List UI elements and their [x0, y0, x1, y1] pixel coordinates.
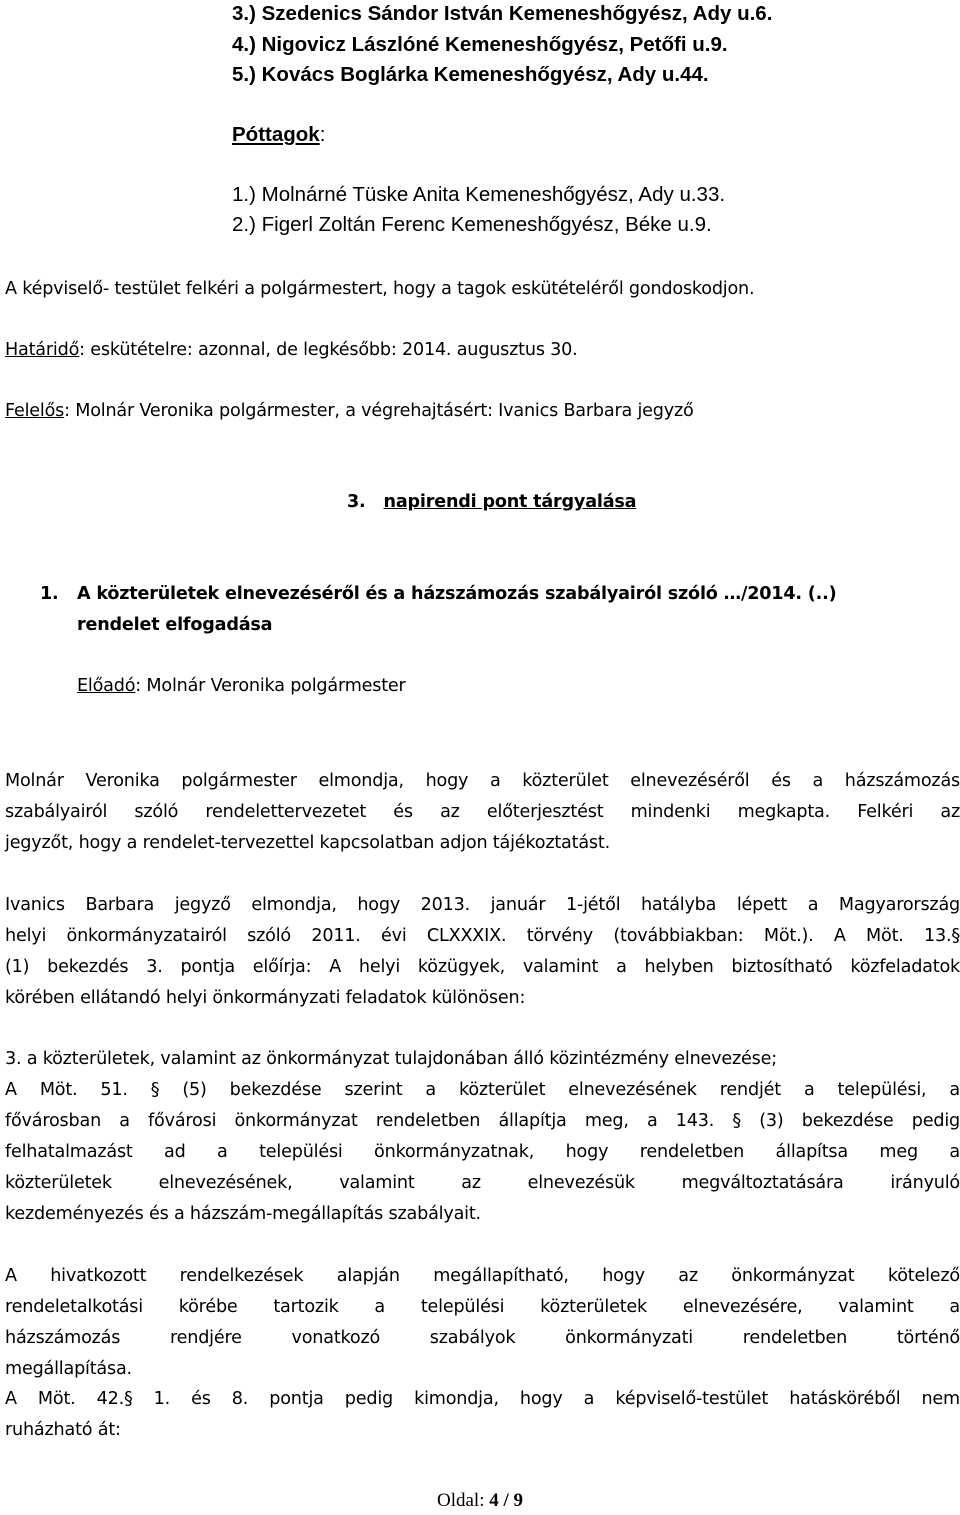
paragraph-line: 3. a közterületek, valamint az önkormányzat tulajdonában álló közintézmény elnevezése; [5, 1049, 777, 1069]
pottagok-label: Póttagok [232, 123, 320, 146]
resolution-text: A képviselő- testület felkéri a polgármestert, hogy a tagok eskütételéről gondoskodjon. [5, 279, 755, 299]
paragraph-line: Ivanics Barbara jegyző elmondja, hogy 2013. január 1-jétől hatályba lépett a Magyarország [5, 895, 960, 915]
paragraph-line: felhatalmazást ad a települési önkormányzatnak, hogy rendeletben állapítsa meg a [5, 1142, 960, 1162]
list-item: 3.) Szedenics Sándor István Kemeneshőgyész, Ady u.6. [232, 2, 773, 25]
page-current: 4 [489, 1490, 499, 1511]
page-separator: / [498, 1490, 514, 1511]
list-item: 4.) Nigovicz Lászlóné Kemeneshőgyész, Petőfi u.9. [232, 33, 728, 56]
pottagok-colon: : [319, 123, 326, 146]
pottagok-heading [232, 123, 325, 147]
section-heading [347, 492, 636, 512]
item-number: 1. [40, 584, 59, 604]
section-title: napirendi pont tárgyalása [383, 492, 637, 512]
paragraph-line: A Möt. 51. § (5) bekezdése szerint a közterület elnevezésének rendjét a települési, a [5, 1080, 960, 1100]
list-item: 2.) Figerl Zoltán Ferenc Kemeneshőgyész, Béke u.9. [232, 213, 712, 236]
presenter-label: Előadó [77, 676, 136, 696]
deadline-line [5, 340, 578, 360]
paragraph-line: ruházható át: [5, 1420, 121, 1440]
paragraph-line: jegyzőt, hogy a rendelet-tervezettel kapcsolatban adjon tájékoztatást. [5, 833, 610, 853]
list-item: 5.) Kovács Boglárka Kemeneshőgyész, Ady u.44. [232, 63, 709, 86]
responsible-label: Felelős [5, 401, 65, 421]
paragraph-line: Molnár Veronika polgármester elmondja, hogy a közterület elnevezéséről és a házszámozás [5, 771, 960, 791]
paragraph-line: szabályairól szóló rendelettervezetet és az előterjesztést mindenki megkapta. Felkéri az [5, 802, 960, 822]
paragraph-line: (1) bekezdés 3. pontja előírja: A helyi közügyek, valamint a helyben biztosítható közfeladatok [5, 957, 960, 977]
page-total: 9 [513, 1490, 524, 1511]
responsible-line [5, 401, 694, 421]
page-footer [0, 1490, 960, 1512]
paragraph-line: megállapítása. [5, 1359, 132, 1379]
deadline-label: Határidő [5, 340, 80, 360]
section-number: 3. [347, 492, 366, 512]
presenter-line [77, 676, 406, 696]
paragraph-line: helyi önkormányzatairól szóló 2011. évi CLXXXIX. törvény (továbbiakban: Möt.). A Möt. 13.§ [5, 926, 960, 946]
item-title-line1: A közterületek elnevezéséről és a házszámozás szabályairól szóló …/2014. (..) [77, 584, 837, 604]
deadline-text: : eskütételre: azonnal, de legkésőbb: 2014. augusztus 30. [79, 340, 578, 360]
list-item: 1.) Molnárné Tüske Anita Kemeneshőgyész, Ady u.33. [232, 183, 726, 206]
paragraph-line: közterületek elnevezésének, valamint az elnevezésük megváltoztatására irányuló [5, 1173, 960, 1193]
paragraph-line: házszámozás rendjére vonatkozó szabályok önkormányzati rendeletben történő [5, 1328, 960, 1348]
paragraph-line: A Möt. 42.§ 1. és 8. pontja pedig kimondja, hogy a képviselő-testület hatásköréből nem [5, 1389, 960, 1409]
paragraph-line: A hivatkozott rendelkezések alapján megállapítható, hogy az önkormányzat kötelező [5, 1266, 960, 1286]
paragraph-line: rendeletalkotási körébe tartozik a települési közterületek elnevezésére, valamint a [5, 1297, 960, 1317]
page-label: Oldal: [436, 1490, 490, 1511]
item-title-line2: rendelet elfogadása [77, 615, 273, 635]
responsible-text: : Molnár Veronika polgármester, a végrehajtásért: Ivanics Barbara jegyző [64, 401, 694, 421]
paragraph-line: körében ellátandó helyi önkormányzati feladatok különösen: [5, 988, 526, 1008]
paragraph-line: fővárosban a fővárosi önkormányzat rendeletben állapítja meg, a 143. § (3) bekezdése pedig [5, 1111, 960, 1131]
paragraph-line: kezdeményezés és a házszám-megállapítás szabályait. [5, 1204, 481, 1224]
presenter-text: : Molnár Veronika polgármester [135, 676, 406, 696]
